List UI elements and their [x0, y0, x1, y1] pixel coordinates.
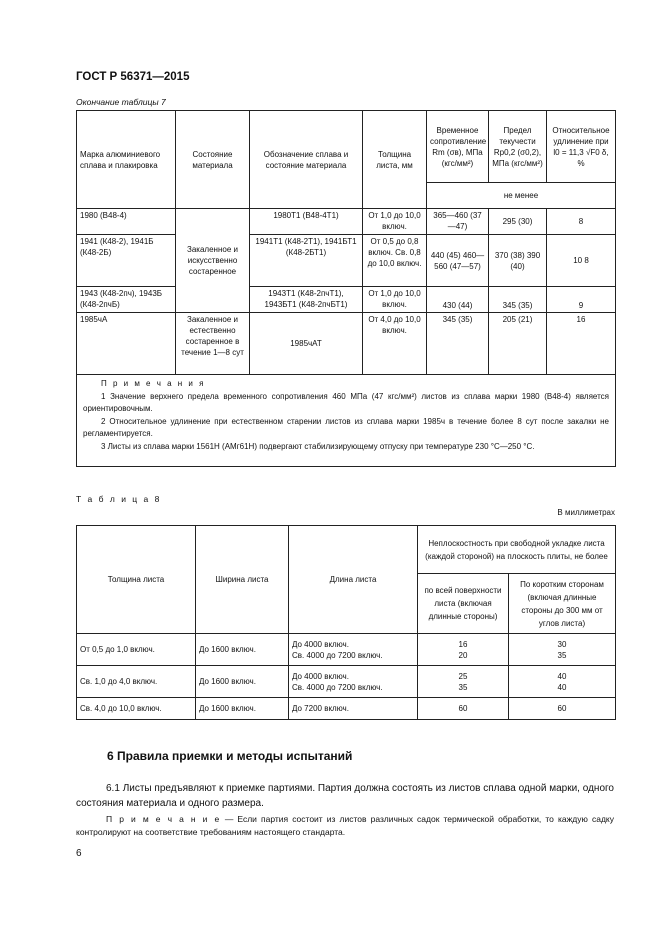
- t7-cell-tensile: 365—460 (37—47): [427, 209, 489, 235]
- t8-value: 30: [557, 639, 567, 649]
- t8-cell-width: До 1600 включ.: [196, 666, 289, 698]
- t8-value: 20: [458, 650, 468, 660]
- t8-length-line: До 4000 включ.: [292, 671, 349, 681]
- table-row: [77, 235, 616, 287]
- t8-cell-short: [509, 634, 616, 666]
- t8-value: 40: [557, 682, 567, 692]
- table-row: [77, 634, 616, 666]
- table-row: [77, 287, 616, 313]
- t7-head-state: Состояние материала: [176, 111, 250, 209]
- table8-title: Т а б л и ц а 8: [76, 494, 162, 504]
- t7-cell-grade: 1985чА: [77, 313, 176, 375]
- t8-value: 25: [458, 671, 468, 681]
- t7-head-grade: Марка алюминиевого сплава и плакировка: [77, 111, 176, 209]
- t8-value: 35: [458, 682, 468, 692]
- section-note: [76, 813, 614, 839]
- paragraph-6-1: 6.1 Листы предъявляют к приемке партиями. Партия должна состоять из листов сплава одной марки, одного состояния материала и одного размера.: [76, 783, 614, 809]
- t8-cell-thickness: Св. 4,0 до 10,0 включ.: [77, 698, 196, 720]
- t7-note: 1 Значение верхнего предела временного сопротивления 460 МПа (47 кгс/мм²) листов из сплава марки 1980 (В48-4) является ориентировочным.: [83, 391, 609, 413]
- t7-cell-yield: 345 (35): [489, 287, 547, 313]
- t8-head-short: По коротким сторонам (включая длинные стороны до 300 мм от углов листа): [509, 574, 616, 634]
- t8-cell-whole: [418, 634, 509, 666]
- t8-cell-length: До 7200 включ.: [289, 698, 418, 720]
- table7-caption: Окончание таблицы 7: [76, 97, 166, 107]
- t8-cell-length: [289, 666, 418, 698]
- t7-cell-thickness: От 1,0 до 10,0 включ.: [363, 209, 427, 235]
- t7-cell-tensile: 430 (44): [427, 287, 489, 313]
- table8-unit: В миллиметрах: [557, 508, 615, 517]
- t8-length-line: Св. 4000 до 7200 включ.: [292, 682, 383, 692]
- table-row: [77, 313, 616, 375]
- t7-cell-grade: 1941 (К48-2), 1941Б (К48-2Б): [77, 235, 176, 287]
- t7-note: 2 Относительное удлинение при естественном старении листов из сплава марки 1985ч в течение более 8 сут после закалки не регламентируется.: [83, 416, 609, 438]
- table-row: [77, 698, 616, 720]
- t7-cell-designation: 1985чАТ: [250, 313, 363, 375]
- t7-head-thickness: Толщина листа, мм: [363, 111, 427, 209]
- document-header: ГОСТ Р 56371—2015: [76, 71, 190, 83]
- t8-cell-thickness: От 0,5 до 1,0 включ.: [77, 634, 196, 666]
- t8-head-thickness: Толщина листа: [77, 526, 196, 634]
- t7-cell-designation: 1941Т1 (К48-2Т1), 1941БТ1 (К48-2БТ1): [250, 235, 363, 287]
- t7-cell-yield: 370 (38) 390 (40): [489, 235, 547, 287]
- t7-notes-title: П р и м е ч а н и я: [101, 379, 206, 388]
- t7-cell-grade: 1980 (В48-4): [77, 209, 176, 235]
- t7-notes: [77, 375, 616, 467]
- t8-head-whole: по всей поверхности листа (включая длинные стороны): [418, 574, 509, 634]
- t7-head-designation: Обозначение сплава и состояние материала: [250, 111, 363, 209]
- t8-cell-short: 60: [509, 698, 616, 720]
- t7-cell-state-merged: Закаленное и искусственно состаренное: [176, 209, 250, 313]
- page-number: 6: [76, 848, 82, 859]
- t7-cell-yield: 295 (30): [489, 209, 547, 235]
- t8-length-line: Св. 4000 до 7200 включ.: [292, 650, 383, 660]
- t7-cell-thickness: От 1,0 до 10,0 включ.: [363, 287, 427, 313]
- t7-cell-state: Закаленное и естественно состаренное в течение 1—8 сут: [176, 313, 250, 375]
- t8-head-flatness: Неплоскостность при свободной укладке листа (каждой стороной) на плоскость плиты, не более: [418, 526, 616, 574]
- t7-head-tensile: Временное сопротивление Rm (σв), МПа (кгс/мм²): [427, 111, 489, 183]
- section-heading: 6 Правила приемки и методы испытаний: [107, 749, 353, 763]
- t8-cell-thickness: Св. 1,0 до 4,0 включ.: [77, 666, 196, 698]
- t8-cell-width: До 1600 включ.: [196, 698, 289, 720]
- t8-cell-whole: [418, 666, 509, 698]
- t8-cell-length: [289, 634, 418, 666]
- table7: [76, 110, 616, 467]
- t7-cell-tensile: 345 (35): [427, 313, 489, 375]
- t8-cell-short: [509, 666, 616, 698]
- t8-length-line: До 4000 включ.: [292, 639, 349, 649]
- t7-cell-elongation: 16: [547, 313, 616, 375]
- table8: [76, 525, 616, 720]
- t8-value: 35: [557, 650, 567, 660]
- t7-cell-thickness: От 4,0 до 10,0 включ.: [363, 313, 427, 375]
- t7-cell-grade: 1943 (К48-2пч), 1943Б (К48-2пчБ): [77, 287, 176, 313]
- t7-cell-elongation: 8: [547, 209, 616, 235]
- t7-cell-yield: 205 (21): [489, 313, 547, 375]
- t8-value: 16: [458, 639, 468, 649]
- t7-cell-elongation: 10 8: [547, 235, 616, 287]
- t7-cell-designation: 1980Т1 (В48-4Т1): [250, 209, 363, 235]
- t7-head-yield: Предел текучести Rp0,2 (σ0,2), МПа (кгс/мм²): [489, 111, 547, 183]
- table-row: [77, 666, 616, 698]
- t7-cell-thickness: От 0,5 до 0,8 включ. Св. 0,8 до 10,0 включ.: [363, 235, 427, 287]
- t8-cell-whole: 60: [418, 698, 509, 720]
- note-text: — Если партия состоит из листов различных садок термической обработки, то каждую садку контролируют на соответствие требованиям настоящего стандарта.: [76, 814, 614, 837]
- note-label: П р и м е ч а н и е: [106, 814, 221, 824]
- t8-head-length: Длина листа: [289, 526, 418, 634]
- t8-cell-width: До 1600 включ.: [196, 634, 289, 666]
- t7-head-elongation: Относительное удлинение при l0 = 11,3 √F0 δ, %: [547, 111, 616, 183]
- t7-note: 3 Листы из сплава марки 1561Н (АМг61Н) подвергают стабилизирующему отпуску при температуре 230 °С—250 °С.: [101, 441, 535, 451]
- t7-head-not-less: не менее: [427, 183, 616, 209]
- t8-head-width: Ширина листа: [196, 526, 289, 634]
- t7-cell-tensile: 440 (45) 460—560 (47—57): [427, 235, 489, 287]
- t8-value: 40: [557, 671, 567, 681]
- t7-cell-designation: 1943Т1 (К48-2пчТ1), 1943БТ1 (К48-2пчБТ1): [250, 287, 363, 313]
- t7-cell-elongation: 9: [547, 287, 616, 313]
- table-row: [77, 209, 616, 235]
